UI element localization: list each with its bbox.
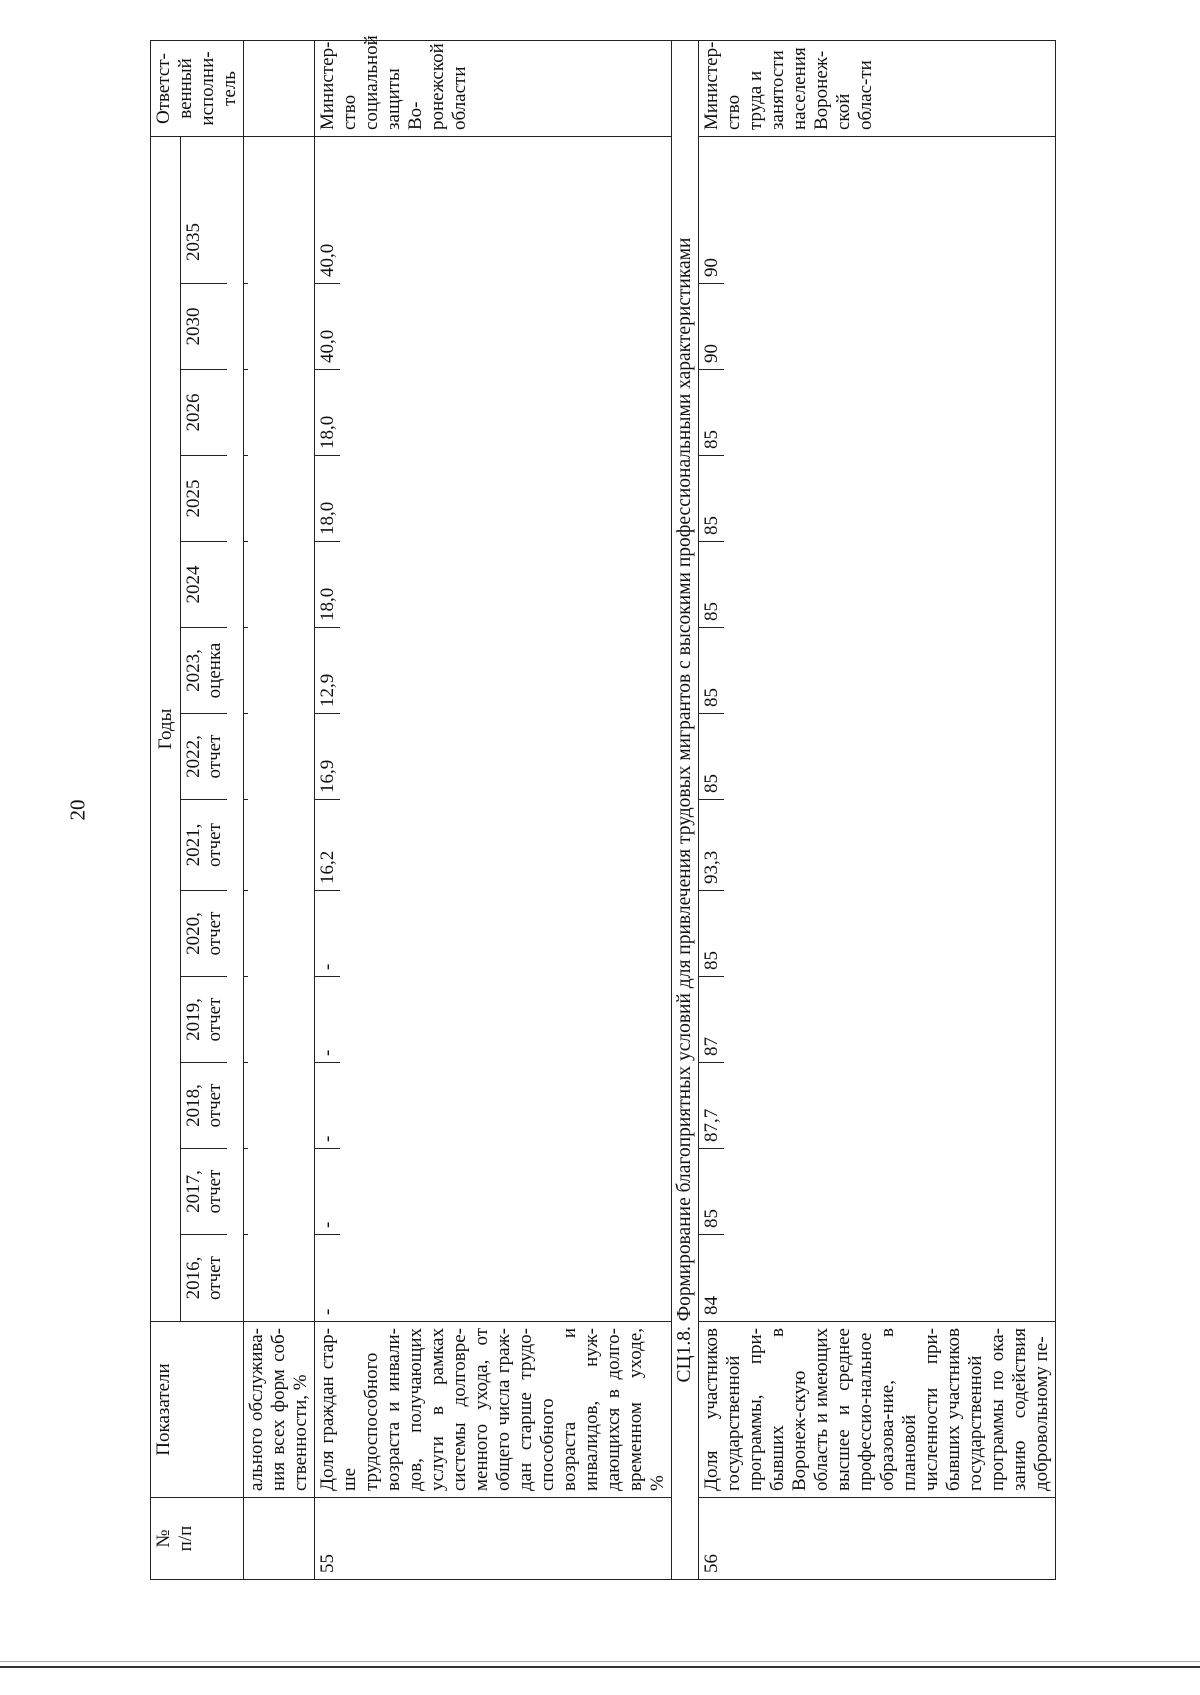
header-year-2025: 2025 xyxy=(181,456,227,542)
rotated-table-wrapper xyxy=(150,35,1056,1580)
row-value xyxy=(244,201,248,284)
header-num: № п/п xyxy=(151,1498,244,1580)
row-value: 85 xyxy=(699,891,724,977)
page-number: 20 xyxy=(65,799,90,821)
row-value: 87 xyxy=(699,977,724,1063)
row-responsible xyxy=(244,41,315,137)
row-value: - xyxy=(315,1063,340,1149)
row-value: 85 xyxy=(699,542,724,628)
row-indicator: Доля граждан стар-ше трудоспособного возраста и инвали-дов, получающих услуги в рамках системы долговре-менного ухода, от общего числа граж-дан старше трудо-способного возраста и инвалидов, нуж-дающихся в долго-временном уходе, % xyxy=(315,1322,672,1498)
row-value: 40,0 xyxy=(315,284,340,370)
table-row xyxy=(315,41,672,1580)
row-value xyxy=(244,1063,248,1149)
row-values xyxy=(315,137,672,1322)
table-row xyxy=(699,41,1056,1580)
row-value: - xyxy=(315,891,340,977)
row-responsible: Министер-ство труда и занятости населения Воронеж-ской облас-ти xyxy=(699,41,1056,137)
row-value: 84 xyxy=(701,1296,722,1315)
header-year-2022: 2022, отчет xyxy=(181,714,227,800)
header-year-2023: 2023, оценка xyxy=(181,628,227,714)
header-year-2017: 2017, отчет xyxy=(181,1149,227,1235)
row-value: 85 xyxy=(699,1149,724,1235)
row-value xyxy=(244,456,248,542)
header-year-2035: 2035 xyxy=(181,201,227,284)
row-value: 85 xyxy=(699,370,724,456)
scan-edge-line xyxy=(0,1661,1200,1662)
header-years-grid xyxy=(180,137,227,1321)
row-values-grid xyxy=(244,137,248,1321)
row-values xyxy=(699,137,1056,1322)
scan-edge-line xyxy=(0,1666,1200,1668)
header-indicator: Показатели xyxy=(151,1322,244,1498)
row-value: - xyxy=(315,1149,340,1235)
header-responsible: Ответст- венный исполни- тель xyxy=(151,41,244,137)
row-value xyxy=(244,284,248,370)
row-value: 18,0 xyxy=(315,370,340,456)
row-value xyxy=(244,800,248,891)
table-header-row xyxy=(151,41,244,1580)
row-value xyxy=(244,370,248,456)
header-year-2024: 2024 xyxy=(181,542,227,628)
row-value: 85 xyxy=(699,456,724,542)
row-value xyxy=(244,1149,248,1235)
row-value: 16,9 xyxy=(315,714,340,800)
row-value: 85 xyxy=(699,628,724,714)
row-value xyxy=(244,977,248,1063)
row-value: 16,2 xyxy=(315,800,340,891)
row-num: 55 xyxy=(315,1498,672,1580)
row-responsible: Министер-ство социальной защиты Во-ронежской области xyxy=(315,41,672,137)
row-value xyxy=(244,714,248,800)
section-title: СЦ1.8. Формирование благоприятных условий для привлечения трудовых мигрантов с высокими профессиональными характеристиками xyxy=(672,41,699,1580)
header-year-2018: 2018, отчет xyxy=(181,1063,227,1149)
section-row xyxy=(672,41,699,1580)
row-value xyxy=(244,542,248,628)
row-indicator: Доля участников государственной программы, при-бывших в Воронеж-скую область и имеющих высшее и среднее профессио-нальное образова-ние, в плановой численности при-бывших участников государственной программы по ока-занию содействия добровольному пе- xyxy=(699,1322,1056,1498)
row-value: 12,9 xyxy=(315,628,340,714)
header-years xyxy=(151,137,244,1322)
row-value xyxy=(244,628,248,714)
table-row xyxy=(244,41,315,1580)
row-value: 87,7 xyxy=(699,1063,724,1149)
header-year-2020: 2020, отчет xyxy=(181,891,227,977)
row-value: 18,0 xyxy=(315,456,340,542)
row-values-grid xyxy=(699,137,724,1321)
header-year-2030: 2030 xyxy=(181,284,227,370)
row-value xyxy=(244,891,248,977)
row-value: 90 xyxy=(699,201,724,284)
row-value: 85 xyxy=(699,714,724,800)
row-value: - xyxy=(317,1308,338,1315)
row-value: 18,0 xyxy=(315,542,340,628)
row-value: 40,0 xyxy=(315,201,340,284)
row-value: 90 xyxy=(699,284,724,370)
header-years-title: Годы xyxy=(155,708,176,750)
row-value: 93,3 xyxy=(699,800,724,891)
row-values xyxy=(244,137,315,1322)
header-year-2019: 2019, отчет xyxy=(181,977,227,1063)
header-year-2016: 2016, отчет xyxy=(183,1256,225,1300)
row-indicator: ального обслужива-ния всех форм соб-ственности, % xyxy=(244,1322,315,1498)
row-num: 56 xyxy=(699,1498,1056,1580)
row-num xyxy=(244,1498,315,1580)
row-values-grid xyxy=(315,137,340,1321)
header-year-2026: 2026 xyxy=(181,370,227,456)
row-value: - xyxy=(315,977,340,1063)
header-year-2021: 2021, отчет xyxy=(181,800,227,891)
indicators-table xyxy=(150,35,1056,1580)
row-value xyxy=(244,1235,248,1321)
